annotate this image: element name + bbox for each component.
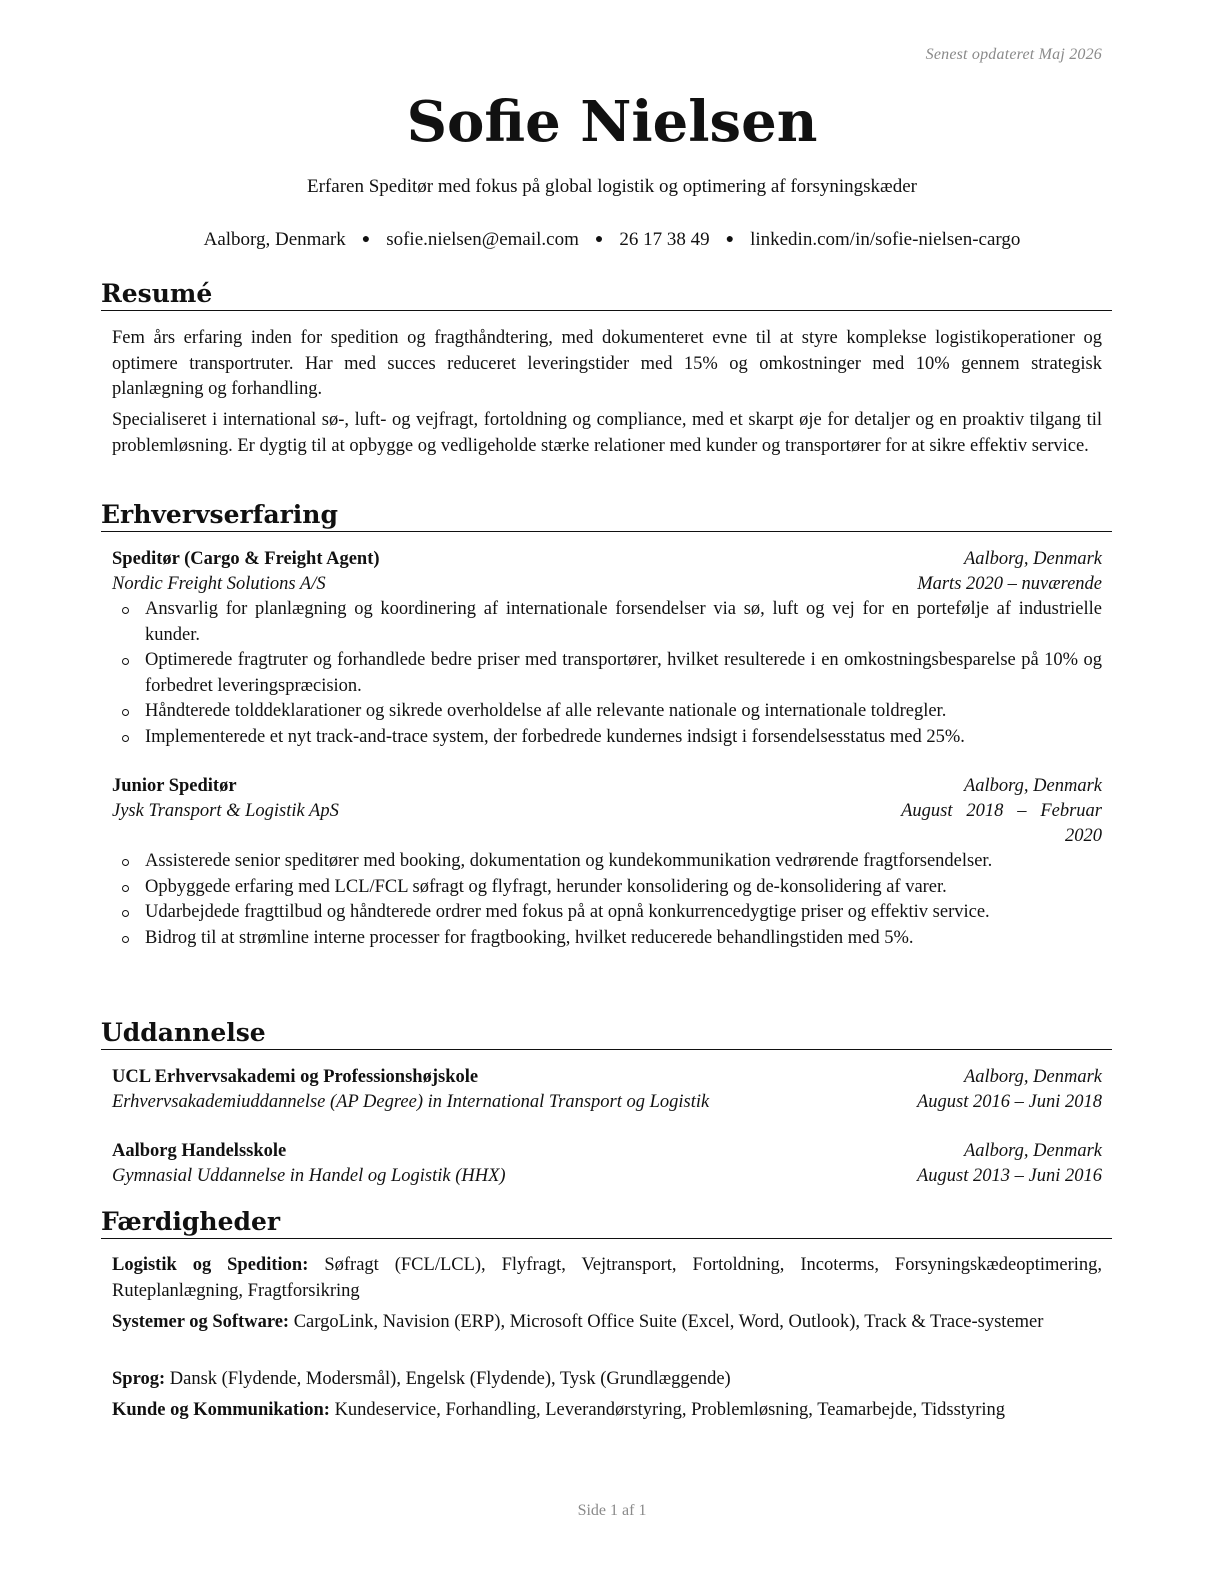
- contact-phone: 26 17 38 49: [619, 229, 710, 250]
- job-dates: Marts 2020 – nuværende: [917, 574, 1102, 594]
- degree: Gymnasial Uddannelse in Handel og Logistik (HHX): [112, 1166, 506, 1186]
- contact-email[interactable]: sofie.nielsen@email.com: [386, 229, 579, 250]
- school-location: Aalborg, Denmark: [963, 1141, 1102, 1161]
- person-name: Sofie Nielsen: [406, 89, 818, 155]
- skill-label: Systemer og Software:: [112, 1312, 290, 1332]
- list-item: Bidrog til at strømline interne processer for fragtbooking, hvilket reducerede behandlingstiden med 5%.: [112, 926, 1102, 952]
- summary-paragraph-2: Specialiseret i international sø-, luft- og vejfragt, fortoldning og compliance, med et skarpt øje for detaljer og en proaktiv tilgang til problemløsning. Er dygtig til at opbygge og vedligeholde stærke relationer med kunder og transportører for at sikre effektiv service.: [112, 410, 1102, 456]
- contact-location: Aalborg, Denmark: [203, 229, 346, 250]
- job-company: Jysk Transport & Logistik ApS: [112, 801, 339, 821]
- job-1-subheader: [112, 572, 1102, 597]
- section-heading-skills: Færdigheder: [101, 1207, 1112, 1239]
- job-dates: August 2018 – Februar: [901, 801, 1102, 821]
- education-2-subheader: [112, 1164, 1102, 1189]
- skill-label: Sprog:: [112, 1369, 166, 1389]
- list-item: Assisterede senior speditører med booking, dokumentation og kundekommunikation vedrørende fragtforsendelser.: [112, 849, 1102, 875]
- skill-group: [112, 1310, 1102, 1336]
- circle-bullet-icon: [122, 658, 129, 665]
- section-heading-education: Uddannelse: [101, 1018, 1112, 1050]
- tagline: Erfaren Speditør med fokus på global logistik og optimering af forsyningskæder: [307, 176, 917, 197]
- job-2-subheader: [112, 799, 1102, 849]
- skill-group: [112, 1398, 1102, 1424]
- skill-label: Kunde og Kommunikation:: [112, 1400, 330, 1420]
- list-item: Optimerede fragtruter og forhandlede bedre priser med transportører, hvilket resulterede i en omkostningsbesparelse på 10% og forbedret leveringspræcision.: [112, 648, 1102, 699]
- school-name: Aalborg Handelsskole: [112, 1141, 287, 1161]
- skill-text: Dansk (Flydende, Modersmål), Engelsk (Flydende), Tysk (Grundlæggende): [169, 1369, 731, 1389]
- last-updated-note: Senest opdateret Maj 2026: [925, 46, 1102, 63]
- bullet-separator-icon: ●: [594, 232, 604, 247]
- job-1-header: [112, 547, 1102, 572]
- education-1-subheader: [112, 1090, 1102, 1115]
- job-2-header: [112, 774, 1102, 799]
- skill-label: Logistik og Spedition:: [112, 1255, 309, 1275]
- circle-bullet-icon: [122, 607, 129, 614]
- school-location: Aalborg, Denmark: [963, 1067, 1102, 1087]
- list-item: Implementerede et nyt track-and-trace system, der forbedrede kundernes indsigt i forsendelsesstatus med 25%.: [112, 725, 1102, 751]
- circle-bullet-icon: [122, 936, 129, 943]
- list-item: Ansvarlig for planlægning og koordinering af internationale forsendelser via sø, luft og vej for en portefølje af industrielle kunder.: [112, 597, 1102, 648]
- job-1-bullets: [112, 597, 1102, 750]
- circle-bullet-icon: [122, 709, 129, 716]
- education-dates: August 2016 – Juni 2018: [917, 1092, 1102, 1112]
- education-2-header: [112, 1139, 1102, 1164]
- job-title: Speditør (Cargo & Freight Agent): [112, 549, 380, 569]
- skill-group: [112, 1367, 1102, 1393]
- skill-text: Kundeservice, Forhandling, Leverandørstyring, Problemløsning, Teamarbejde, Tidsstyring: [334, 1400, 1005, 1420]
- section-heading-experience: Erhvervserfaring: [101, 500, 1112, 532]
- job-location: Aalborg, Denmark: [963, 549, 1102, 569]
- contact-linkedin[interactable]: linkedin.com/in/sofie-nielsen-cargo: [750, 229, 1021, 250]
- circle-bullet-icon: [122, 910, 129, 917]
- skill-text: Søfragt (FCL/LCL), Flyfragt, Vejtransport, Fortoldning, Incoterms, Forsyningskædeoptimering, Ruteplanlægning, Fragtforsikring: [112, 1255, 1103, 1301]
- school-name: UCL Erhvervsakademi og Professionshøjskole: [112, 1067, 479, 1087]
- contact-line: [0, 228, 1224, 252]
- job-company: Nordic Freight Solutions A/S: [112, 574, 326, 594]
- list-item: Håndterede tolddeklarationer og sikrede overholdelse af alle relevante nationale og internationale toldregler.: [112, 699, 1102, 725]
- section-heading-summary: Resumé: [101, 279, 1112, 311]
- job-title: Junior Speditør: [112, 776, 237, 796]
- list-item: Opbyggede erfaring med LCL/FCL søfragt og flyfragt, herunder konsolidering og de-konsolidering af varer.: [112, 875, 1102, 901]
- job-dates-continued: 2020: [1065, 826, 1102, 846]
- skill-text: CargoLink, Navision (ERP), Microsoft Office Suite (Excel, Word, Outlook), Track & Trace-systemer: [293, 1312, 1044, 1332]
- bullet-separator-icon: ●: [725, 232, 735, 247]
- degree: Erhvervsakademiuddannelse (AP Degree) in International Transport og Logistik: [112, 1092, 710, 1112]
- job-location: Aalborg, Denmark: [963, 776, 1102, 796]
- bullet-separator-icon: ●: [361, 232, 371, 247]
- education-1-header: [112, 1065, 1102, 1090]
- circle-bullet-icon: [122, 735, 129, 742]
- summary-paragraph-1: Fem års erfaring inden for spedition og fragthåndtering, med dokumenteret evne til at styre komplekse logistikoperationer og optimere transportruter. Har med succes reduceret leveringstider med 15% og omkostninger med 10% gennem strategisk planlægning og forhandling.: [112, 328, 1102, 399]
- page-number: Side 1 af 1: [577, 1502, 647, 1519]
- circle-bullet-icon: [122, 859, 129, 866]
- circle-bullet-icon: [122, 885, 129, 892]
- education-dates: August 2013 – Juni 2016: [917, 1166, 1102, 1186]
- list-item: Udarbejdede fragttilbud og håndterede ordrer med fokus på at opnå konkurrencedygtige priser og effektiv service.: [112, 900, 1102, 926]
- skill-group: [112, 1253, 1102, 1304]
- job-2-bullets: [112, 849, 1102, 951]
